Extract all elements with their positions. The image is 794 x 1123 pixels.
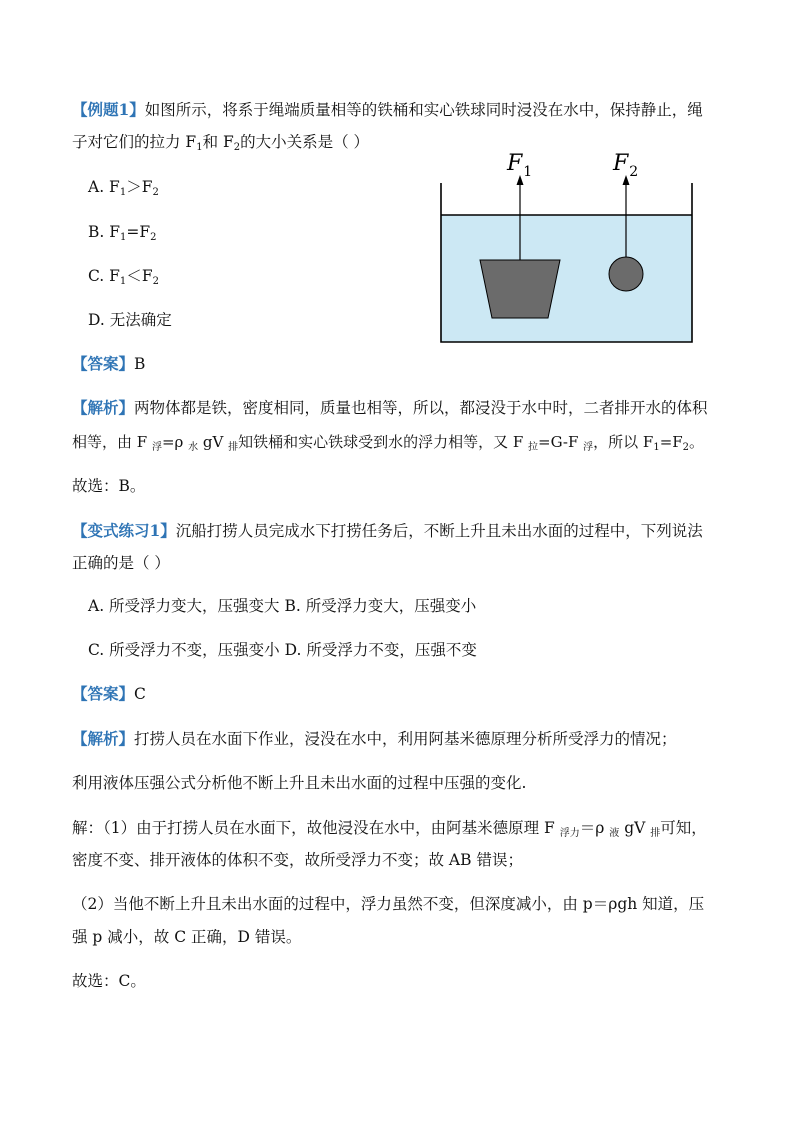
example1-answer: 【答案】B <box>72 354 146 373</box>
practice1-solution-line2: 密度不变、排开液体的体积不变，故所受浮力不变；故 AB 错误； <box>72 851 523 869</box>
example1-analysis-line2: 相等，由 F $_浮$=ρ $_水$ gV $_排$知铁桶和实心铁球受到水的浮力相等，又 F $_拉$=G-F $_浮$，所以 $F_1=F_2$。 <box>72 433 705 453</box>
iron-bucket <box>480 260 560 318</box>
option-a: A. $F_1>F_2$ <box>88 178 159 198</box>
practice1-solution-line4: 强 p 减小，故 C 正确，D 错误。 <box>72 928 302 946</box>
option-d: D. 无法确定 <box>88 311 172 329</box>
practice1-conclusion: 故选：C。 <box>72 972 146 990</box>
example1-line1: 【例题1】如图所示，将系于绳端质量相等的铁桶和实心铁球同时浸没在水中，保持静止，绳 <box>72 100 703 119</box>
example1-analysis-line1: 【解析】两物体都是铁，密度相同，质量也相等，所以，都浸没于水中时，二者排开水的体积 <box>72 398 708 417</box>
practice1-options-ab: A. 所受浮力变大，压强变大 B. 所受浮力变大，压强变小 <box>88 597 477 615</box>
practice1-options-cd: C. 所受浮力不变，压强变小 D. 所受浮力不变，压强不变 <box>88 641 477 659</box>
practice1-solution-line1: 解：（1）由于打捞人员在水面下，故他浸没在水中，由阿基米德原理 F $_{浮力}$＝ρ $_液$ gV $_排$可知， <box>72 819 707 839</box>
label-f1: $F_1$ <box>507 151 533 180</box>
practice1-tag: 【变式练习1】 <box>72 521 176 540</box>
iron-ball <box>609 257 643 291</box>
example1-tag: 【例题1】 <box>72 100 145 119</box>
practice1-solution-line3: （2）当他不断上升且未出水面的过程中，浮力虽然不变，但深度减小，由 p＝ρgh 知道，压 <box>72 895 705 913</box>
practice1-line1: 【变式练习1】沉船打捞人员完成水下打捞任务后，不断上升且未出水面的过程中，下列说法 <box>72 521 703 540</box>
practice1-analysis-line2: 利用液体压强公式分析他不断上升且未出水面的过程中压强的变化. <box>72 774 527 792</box>
force-diagram <box>438 145 694 345</box>
water <box>441 215 692 342</box>
option-b: B. $F_1=F_2$ <box>88 223 157 243</box>
example1-line2: 子对它们的拉力 $F_1$和 $F_2$的大小关系是（ ） <box>72 133 370 153</box>
practice1-line2: 正确的是（ ） <box>72 554 170 572</box>
practice1-analysis-line1: 【解析】打捞人员在水面下作业，浸没在水中，利用阿基米德原理分析所受浮力的情况； <box>72 729 677 748</box>
example1-conclusion: 故选：B。 <box>72 477 146 495</box>
practice1-answer: 【答案】C <box>72 684 146 703</box>
option-c: C. $F_1<F_2$ <box>88 267 159 287</box>
label-f2: $F_2$ <box>613 151 639 180</box>
